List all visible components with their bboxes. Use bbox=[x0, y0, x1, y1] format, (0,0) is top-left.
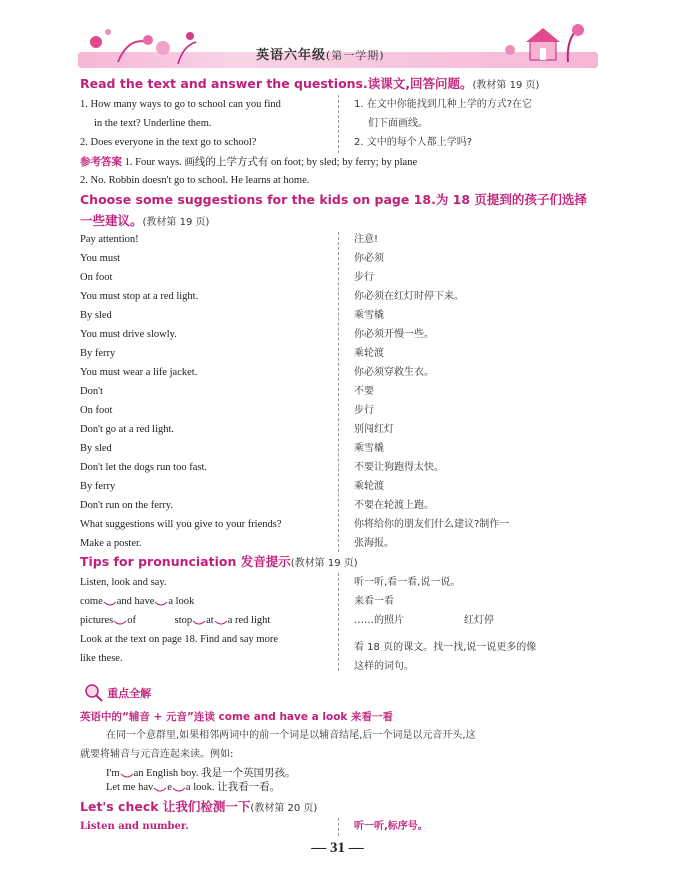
question-1-en-cont: in the text? Underline them. bbox=[94, 118, 212, 129]
suggestion-row-en: You must stop at a red light. bbox=[80, 291, 199, 302]
pron-row-3-zh: ……的照片 红灯停 bbox=[354, 615, 494, 626]
suggestion-row-en: On foot bbox=[80, 405, 113, 416]
check-left-instruction: Listen and number. bbox=[80, 821, 189, 832]
suggestion-row-en: Don't bbox=[80, 386, 103, 397]
question-1-zh: 1. 在文中你能找到几种上学的方式?在它 bbox=[354, 99, 533, 110]
suggestion-row-en: Don't go at a red light. bbox=[80, 424, 175, 435]
pron-row-2-zh: 来看一看 bbox=[354, 596, 394, 607]
section-pronunciation-heading: Tips for pronunciation 发音提示(教材第 19 页) bbox=[80, 554, 358, 569]
check-right-instruction: 听一听,标序号。 bbox=[354, 821, 428, 832]
suggestion-row-zh: 你必须开慢一些。 bbox=[354, 329, 434, 340]
key-point-para-2: 就要将辅音与元音连起来读。例如: bbox=[80, 749, 234, 760]
linking-arc-icon bbox=[172, 787, 186, 792]
pron-row-4-zh-cont: 这样的词句。 bbox=[354, 661, 414, 672]
suggestion-row-zh: 乘雪橇 bbox=[354, 310, 384, 321]
column-divider bbox=[338, 95, 339, 153]
linking-arc-icon bbox=[192, 620, 206, 625]
suggestion-row-zh: 步行 bbox=[354, 272, 374, 283]
column-divider bbox=[338, 232, 339, 552]
suggestion-row-en: By sled bbox=[80, 443, 112, 454]
pron-row-4-en-cont: like these. bbox=[80, 653, 123, 664]
pron-row-3-en: pictures of stop at a red light bbox=[80, 615, 271, 626]
suggestion-row-zh: 你将给你的朋友们什么建议?制作一 bbox=[354, 519, 510, 530]
suggestion-row-zh: 乘轮渡 bbox=[354, 481, 384, 492]
linking-arc-icon bbox=[120, 773, 134, 778]
linking-arc-icon bbox=[103, 601, 117, 606]
linking-arc-icon bbox=[154, 601, 168, 606]
pron-row-4-en: Look at the text on page 18. Find and say more bbox=[80, 634, 278, 645]
suggestion-row-zh: 步行 bbox=[354, 405, 374, 416]
suggestion-row-zh: 不要在轮渡上跑。 bbox=[354, 500, 434, 511]
linking-arc-icon bbox=[113, 620, 127, 625]
suggestion-row-en: By sled bbox=[80, 310, 112, 321]
suggestion-row-en: What suggestions will you give to your friends? bbox=[80, 519, 282, 530]
suggestion-row-zh: 你必须在红灯时停下来。 bbox=[354, 291, 464, 302]
suggestion-row-zh: 别闯红灯 bbox=[354, 424, 394, 435]
key-point-para-1: 在同一个意群里,如果相邻两词中的前一个词是以辅音结尾,后一个词是以元音开头,这 bbox=[106, 730, 476, 741]
question-2-zh: 2. 文中的每个人都上学吗? bbox=[354, 137, 473, 148]
pron-row-1-zh: 听一听,看一看,说一说。 bbox=[354, 577, 461, 588]
section-read-heading: Read the text and answer the questions.读课文,回答问题。(教材第 19 页) bbox=[80, 76, 540, 91]
house-decoration-icon bbox=[490, 22, 590, 68]
key-point-title: 英语中的“辅音 + 元音”连读 come and have a look 来看一看 bbox=[80, 711, 394, 723]
suggestion-row-en: By ferry bbox=[80, 348, 116, 359]
column-divider bbox=[338, 573, 339, 671]
example-2: Let me hav e a look. 让我看一看。 bbox=[106, 782, 281, 793]
suggestion-row-zh: 你必须穿救生衣。 bbox=[354, 367, 434, 378]
page-header bbox=[78, 22, 598, 68]
suggestion-row-en: You must bbox=[80, 253, 121, 264]
question-2-en: 2. Does everyone in the text go to school? bbox=[80, 137, 257, 148]
suggestion-row-en: Make a poster. bbox=[80, 538, 142, 549]
column-divider bbox=[338, 818, 339, 836]
suggestion-row-en: By ferry bbox=[80, 481, 116, 492]
suggestion-row-en: On foot bbox=[80, 272, 113, 283]
answer-line-1: 参考答案 1. Four ways. 画线的上学方式有 on foot; by sled; by ferry; by plane bbox=[80, 156, 418, 168]
suggestion-row-en: You must drive slowly. bbox=[80, 329, 177, 340]
answer-line-2: 2. No. Robbin doesn't go to school. He learns at home. bbox=[80, 175, 310, 186]
linking-arc-icon bbox=[214, 620, 228, 625]
suggestion-row-zh: 你必须 bbox=[354, 253, 384, 264]
suggestion-row-zh: 张海报。 bbox=[354, 538, 394, 549]
question-1-en: 1. How many ways to go to school can you find bbox=[80, 99, 281, 110]
suggestion-row-zh: 乘轮渡 bbox=[354, 348, 384, 359]
suggestion-row-zh: 乘雪橇 bbox=[354, 443, 384, 454]
suggestion-row-en: Pay attention! bbox=[80, 234, 139, 245]
suggestion-row-zh: 注意! bbox=[354, 234, 379, 245]
suggestion-row-zh: 不要让狗跑得太快。 bbox=[354, 462, 444, 473]
suggestion-row-en: Don't let the dogs run too fast. bbox=[80, 462, 207, 473]
header-title: 英语六年级(第一学期) bbox=[256, 48, 385, 63]
pron-row-4-zh: 看 18 页的课文。找一找,说一说更多的像 bbox=[354, 642, 537, 653]
section-suggestions-heading: Choose some suggestions for the kids on page 18.为 18 页提到的孩子们选择 bbox=[80, 192, 587, 207]
linking-arc-icon bbox=[153, 787, 167, 792]
pron-row-1-en: Listen, look and say. bbox=[80, 577, 167, 588]
pron-row-2-en: come and have a look bbox=[80, 596, 195, 607]
flower-decoration-icon bbox=[78, 22, 198, 68]
question-1-zh-cont: 们下面画线。 bbox=[368, 118, 428, 129]
section-check-heading: Let's check 让我们检测一下(教材第 20 页) bbox=[80, 799, 318, 814]
suggestion-row-en: Don't run on the ferry. bbox=[80, 500, 174, 511]
key-points-label: 重点全解 bbox=[84, 683, 151, 703]
page-number: — 31 — bbox=[311, 840, 364, 856]
example-1: I'm an English boy. 我是一个英国男孩。 bbox=[106, 768, 296, 779]
suggestion-row-zh: 不要 bbox=[354, 386, 374, 397]
suggestion-row-en: You must wear a life jacket. bbox=[80, 367, 198, 378]
magnifier-icon bbox=[84, 683, 104, 703]
section-suggestions-heading-cont: 一些建议。(教材第 19 页) bbox=[80, 213, 210, 228]
